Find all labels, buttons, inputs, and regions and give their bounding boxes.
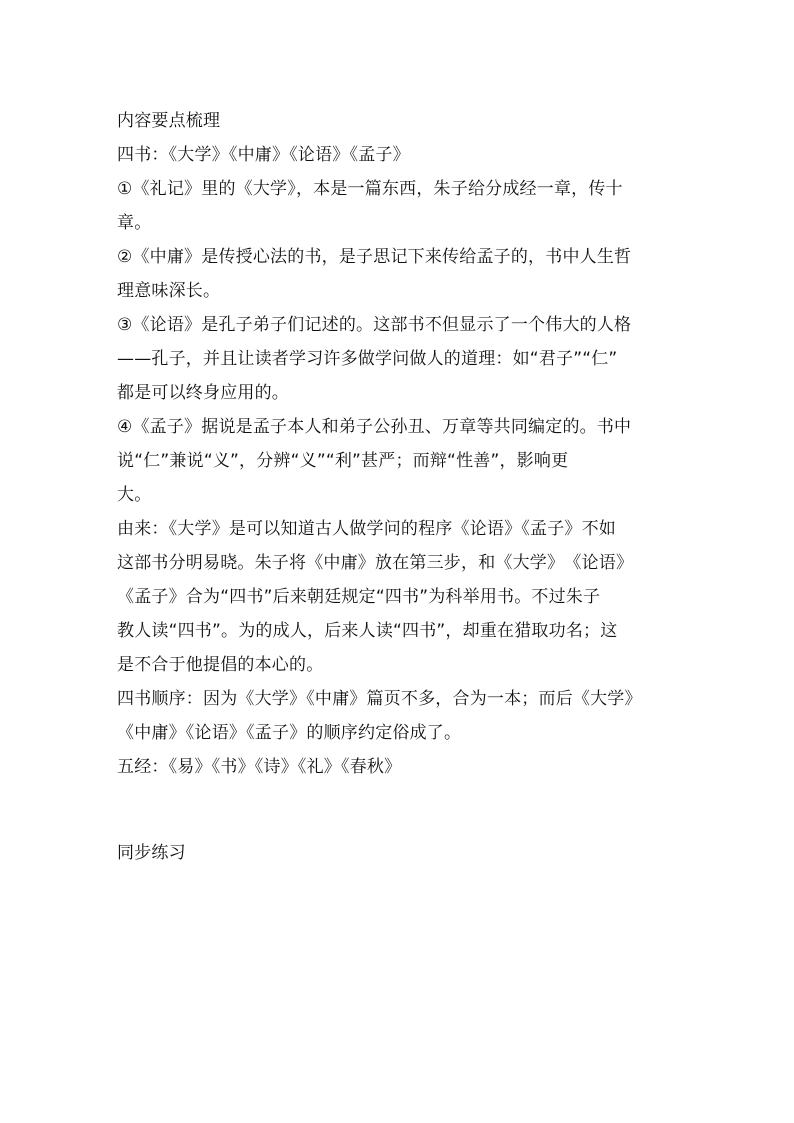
text-line: 章。	[117, 213, 152, 233]
paragraph-gap	[117, 784, 697, 836]
text-line: 大。	[117, 485, 152, 505]
text-line: ④《孟子》据说是孟子本人和弟子公孙丑、万章等共同编定的。书中	[117, 417, 632, 437]
section-heading-practice: 同步练习	[117, 843, 186, 863]
text-line: ——孔子，并且让读者学习许多做学问做人的道理：如“君子”“仁”	[117, 349, 618, 369]
text-line: 都是可以终身应用的。	[117, 383, 289, 403]
text-line: 是不合于他提倡的本心的。	[117, 655, 324, 675]
text-line: ①《礼记》里的《大学》，本是一篇东西，朱子给分成经一章，传十	[117, 179, 623, 199]
text-line: ③《论语》是孔子弟子们记述的。这部书不但显示了一个伟大的人格	[117, 315, 632, 335]
text-line: 四书：《大学》《中庸》《论语》《孟子》	[117, 145, 410, 165]
text-line: 这部书分明易晓。朱子将《中庸》放在第三步，和《大学》 《论语》	[117, 553, 634, 573]
document-body	[117, 104, 697, 870]
text-line: 《孟子》合为“四书”后来朝廷规定“四书”为科举用书。不过朱子	[117, 587, 601, 607]
text-line: ②《中庸》是传授心法的书，是子思记下来传给孟子的，书中人生哲	[117, 247, 632, 267]
text-line: 教人读“四书”。为的成人，后来人读“四书”，却重在猎取功名；这	[117, 621, 618, 641]
section-heading-summary: 内容要点梳理	[117, 111, 221, 131]
text-line: 《中庸》《论语》《孟子》的顺序约定俗成了。	[117, 723, 462, 743]
text-line: 四书顺序：因为《大学》《中庸》篇页不多，合为一本；而后《大学》	[117, 689, 642, 709]
text-line: 由来：《大学》是可以知道古人做学问的程序《论语》《孟子》不如	[117, 519, 616, 539]
text-line: 五经：《易》《书》《诗》《礼》《春秋》	[117, 757, 402, 777]
text-line: 说“仁”兼说“义”，分辨“义”“利”甚严；而辩“性善”，影响更	[117, 451, 569, 471]
text-line: 理意味深长。	[117, 281, 221, 301]
